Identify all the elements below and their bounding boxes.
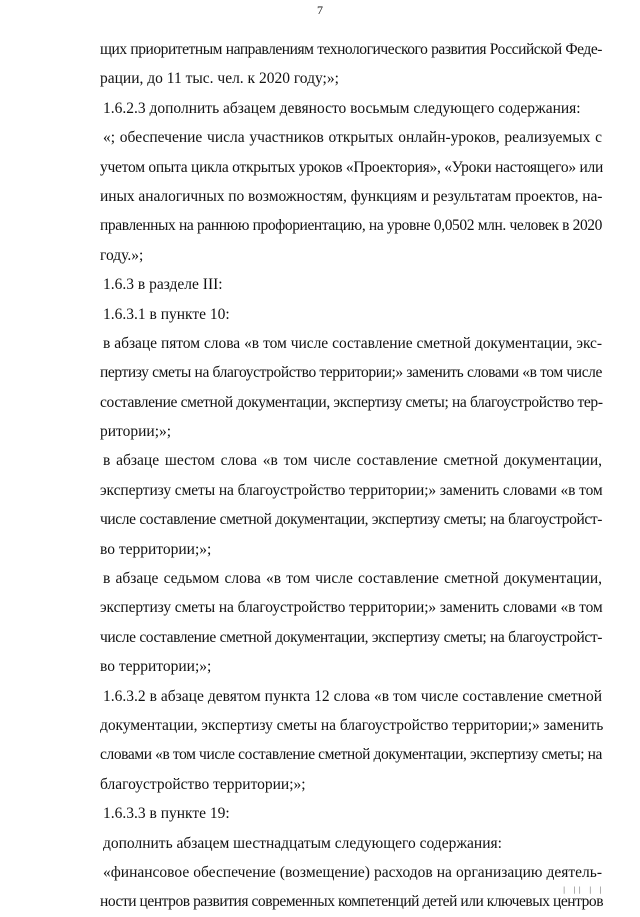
- text-line: благоустройство территории;»;: [100, 775, 306, 793]
- text-line: щих приоритетным направлениям технологического развития Российской Феде-: [100, 41, 602, 58]
- text-line: ности центров развития современных компетенций детей или ключевых центров: [100, 893, 604, 911]
- text-line: 1.6.3.1 в пункте 10:: [103, 305, 230, 323]
- text-line: в абзаце шестом слова «в том числе составление сметной документации,: [103, 452, 602, 470]
- text-line: «финансовое обеспечение (возмещение) расходов на организацию деятель-: [103, 863, 602, 881]
- text-line: числе составление сметной документации, экспертизу сметы; на благоустройст-: [100, 628, 602, 646]
- text-line: 1.6.2.3 дополнить абзацем девяносто восьмым следующего содержания:: [103, 99, 581, 117]
- text-line: пертизу сметы на благоустройство территории;» заменить словами «в том числе: [100, 364, 602, 382]
- text-line: 1.6.3.2 в абзаце девятом пункта 12 слова «в том числе составление сметной: [103, 687, 602, 705]
- text-line: во территории;»;: [100, 658, 212, 676]
- text-line: числе составление сметной документации, экспертизу сметы; на благоустройст-: [100, 511, 602, 529]
- text-line: ритории;»;: [100, 423, 172, 441]
- text-line: в абзаце пятом слова «в том числе составление сметной документации, экс-: [103, 334, 602, 352]
- text-line: во территории;»;: [100, 540, 212, 558]
- text-line: «; обеспечение числа участников открытых онлайн-уроков, реализуемых с: [103, 129, 602, 147]
- margin-mark: | || | |: [562, 886, 604, 894]
- text-line: рации, до 11 тыс. чел. к 2020 году;»;: [100, 70, 339, 88]
- text-line: правленных на раннюю профориентацию, на уровне 0,0502 млн. человек в 2020: [100, 217, 602, 235]
- document-body: [0, 35, 640, 917]
- text-line: экспертизу сметы на благоустройство территории;» заменить словами «в том: [100, 481, 603, 499]
- text-line: экспертизу сметы на благоустройство территории;» заменить словами «в том: [100, 599, 603, 617]
- text-line: году.»;: [100, 246, 144, 264]
- text-line: иных аналогичных по возможностям, функциям и результатам проектов, на-: [100, 187, 603, 205]
- page-number: 7: [317, 3, 323, 17]
- text-line: дополнить абзацем шестнадцатым следующего содержания:: [103, 834, 502, 852]
- text-line: документации, экспертизу сметы на благоустройство территории;» заменить: [100, 716, 604, 734]
- text-line: учетом опыта цикла открытых уроков «Проектория», «Уроки настоящего» или: [100, 158, 604, 176]
- text-line: 1.6.3.3 в пункте 19:: [103, 805, 230, 823]
- text-line: 1.6.3 в разделе III:: [103, 276, 223, 294]
- text-line: словами «в том числе составление сметной документации, экспертизу сметы; на: [100, 746, 602, 764]
- text-line: составление сметной документации, экспертизу сметы; на благоустройство тер-: [100, 393, 603, 411]
- text-line: в абзаце седьмом слова «в том числе составление сметной документации,: [103, 570, 602, 588]
